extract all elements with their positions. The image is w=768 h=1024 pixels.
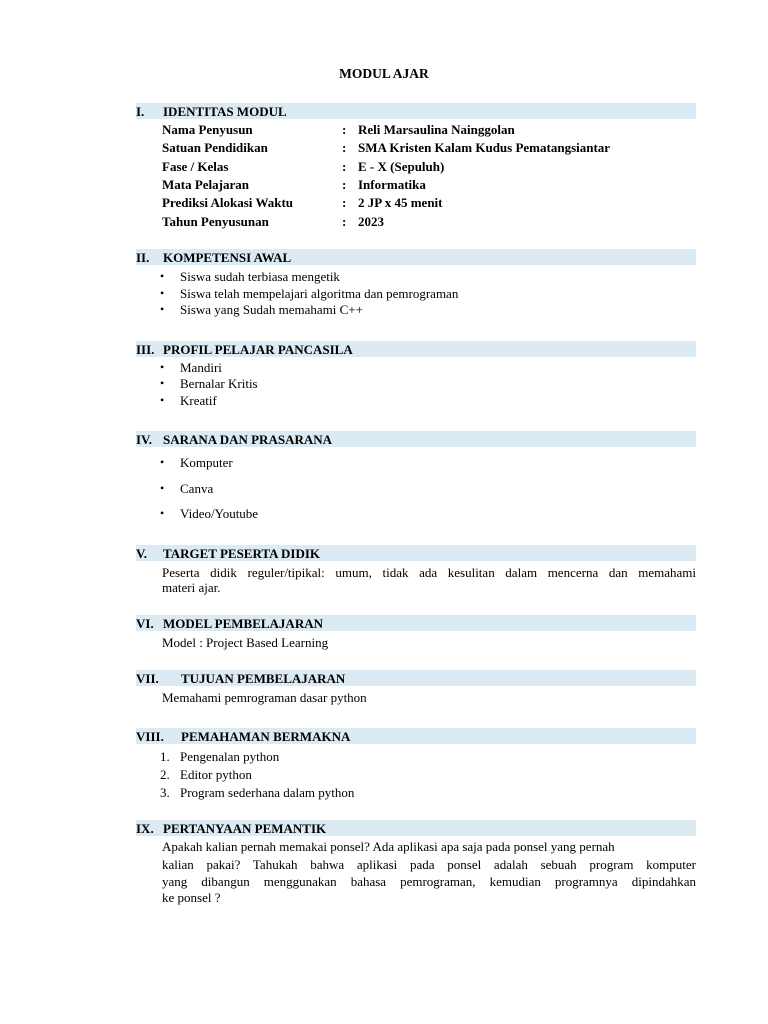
- identity-row: [162, 213, 702, 231]
- bullet-icon: •: [160, 360, 165, 374]
- identity-key: Tahun Penyusunan: [162, 214, 269, 229]
- section-title: PERTANYAAN PEMANTIK: [163, 821, 327, 836]
- identity-row: [162, 176, 702, 194]
- list-item: [160, 301, 700, 318]
- section-title: PROFIL PELAJAR PANCASILA: [163, 342, 353, 357]
- identity-key: Satuan Pendidikan: [162, 140, 268, 155]
- identity-row: [162, 158, 702, 176]
- list-item-text: Pengenalan python: [180, 749, 280, 764]
- identity-value: Informatika: [358, 177, 426, 192]
- list-item: [160, 359, 700, 376]
- identity-separator: :: [342, 214, 347, 229]
- paragraph-line: Memahami pemrograman dasar python: [162, 690, 367, 705]
- list-item: [160, 392, 700, 409]
- identity-value: 2 JP x 45 menit: [358, 195, 443, 210]
- document-title: MODUL AJAR: [339, 66, 429, 81]
- identity-separator: :: [342, 122, 347, 137]
- paragraph-line: kalian pakai? Tahukah bahwa aplikasi pada ponsel adalah sebuah program komputer: [162, 857, 696, 872]
- section-number: VII.: [136, 671, 159, 686]
- section-title: IDENTITAS MODUL: [163, 104, 287, 119]
- section-title: TUJUAN PEMBELAJARAN: [181, 671, 346, 686]
- list-item-text: Siswa yang Sudah memahami C++: [180, 302, 363, 317]
- bullet-icon: •: [160, 286, 165, 300]
- paragraph-line: ke ponsel ?: [162, 890, 221, 905]
- list-item: [160, 784, 700, 801]
- identity-key: Mata Pelajaran: [162, 177, 250, 192]
- bullet-icon: •: [160, 269, 165, 283]
- list-item-text: Komputer: [180, 455, 233, 470]
- section-title: TARGET PESERTA DIDIK: [163, 546, 321, 561]
- identity-row: [162, 194, 702, 212]
- list-item-text: Editor python: [180, 767, 252, 782]
- list-item-text: Video/Youtube: [180, 506, 259, 521]
- identity-row: [162, 121, 702, 139]
- bullet-icon: •: [160, 393, 165, 407]
- list-number: 1.: [160, 749, 170, 764]
- list-item: [160, 268, 700, 285]
- section-title: PEMAHAMAN BERMAKNA: [181, 729, 351, 744]
- section-title: SARANA DAN PRASARANA: [163, 432, 333, 447]
- section-number: III.: [136, 342, 155, 357]
- list-item-text: Program sederhana dalam python: [180, 785, 355, 800]
- section-number: II.: [136, 250, 150, 265]
- identity-separator: :: [342, 177, 347, 192]
- paragraph-line: Peserta didik reguler/tipikal: umum, tidak ada kesulitan dalam mencerna dan memahami: [162, 565, 696, 580]
- list-item: [160, 505, 700, 522]
- list-item: [160, 454, 700, 471]
- list-item: [160, 375, 700, 392]
- section-header-pemantik: [136, 820, 696, 836]
- section-header-target: [136, 545, 696, 561]
- section-title: KOMPETENSI AWAL: [163, 250, 292, 265]
- list-item: [160, 285, 700, 302]
- section-number: VI.: [136, 616, 154, 631]
- list-item: [160, 766, 700, 783]
- list-item: [160, 480, 700, 497]
- list-item-text: Kreatif: [180, 393, 217, 408]
- list-number: 2.: [160, 767, 170, 782]
- section-header-profil: [136, 341, 696, 357]
- identity-separator: :: [342, 140, 347, 155]
- section-header-model: [136, 615, 696, 631]
- identity-value: 2023: [358, 214, 384, 229]
- section-header-sarana: [136, 431, 696, 447]
- list-number: 3.: [160, 785, 170, 800]
- paragraph-line: yang dibangun menggunakan bahasa pemrograman, kemudian programnya dipindahkan: [162, 874, 696, 889]
- list-item-text: Mandiri: [180, 360, 222, 375]
- identity-key: Nama Penyusun: [162, 122, 253, 137]
- section-number: V.: [136, 546, 147, 561]
- bullet-icon: •: [160, 302, 165, 316]
- identity-key: Fase / Kelas: [162, 159, 229, 174]
- identity-value: Reli Marsaulina Nainggolan: [358, 122, 515, 137]
- list-item-text: Bernalar Kritis: [180, 376, 258, 391]
- section-number: VIII.: [136, 729, 164, 744]
- identity-row: [162, 139, 702, 157]
- paragraph-line: Apakah kalian pernah memakai ponsel? Ada aplikasi apa saja pada ponsel yang pernah: [162, 839, 615, 854]
- identity-key: Prediksi Alokasi Waktu: [162, 195, 294, 210]
- list-item-text: Siswa sudah terbiasa mengetik: [180, 269, 340, 284]
- list-item-text: Canva: [180, 481, 214, 496]
- section-title: MODEL PEMBELAJARAN: [163, 616, 323, 631]
- list-item: [160, 748, 700, 765]
- bullet-icon: •: [160, 481, 165, 495]
- bullet-icon: •: [160, 506, 165, 520]
- section-header-tujuan: [136, 670, 696, 686]
- identity-value: E - X (Sepuluh): [358, 159, 445, 174]
- identity-separator: :: [342, 195, 347, 210]
- paragraph-line: materi ajar.: [162, 580, 221, 595]
- identity-separator: :: [342, 159, 347, 174]
- bullet-icon: •: [160, 376, 165, 390]
- list-item-text: Siswa telah mempelajari algoritma dan pemrograman: [180, 286, 459, 301]
- section-number: IX.: [136, 821, 154, 836]
- identity-value: SMA Kristen Kalam Kudus Pematangsiantar: [358, 140, 611, 155]
- section-header-kompetensi: [136, 249, 696, 265]
- section-number: IV.: [136, 432, 153, 447]
- bullet-icon: •: [160, 455, 165, 469]
- section-number: I.: [136, 104, 145, 119]
- section-header-identitas: [136, 103, 696, 119]
- paragraph-line: Model : Project Based Learning: [162, 635, 329, 650]
- section-header-pemahaman: [136, 728, 696, 744]
